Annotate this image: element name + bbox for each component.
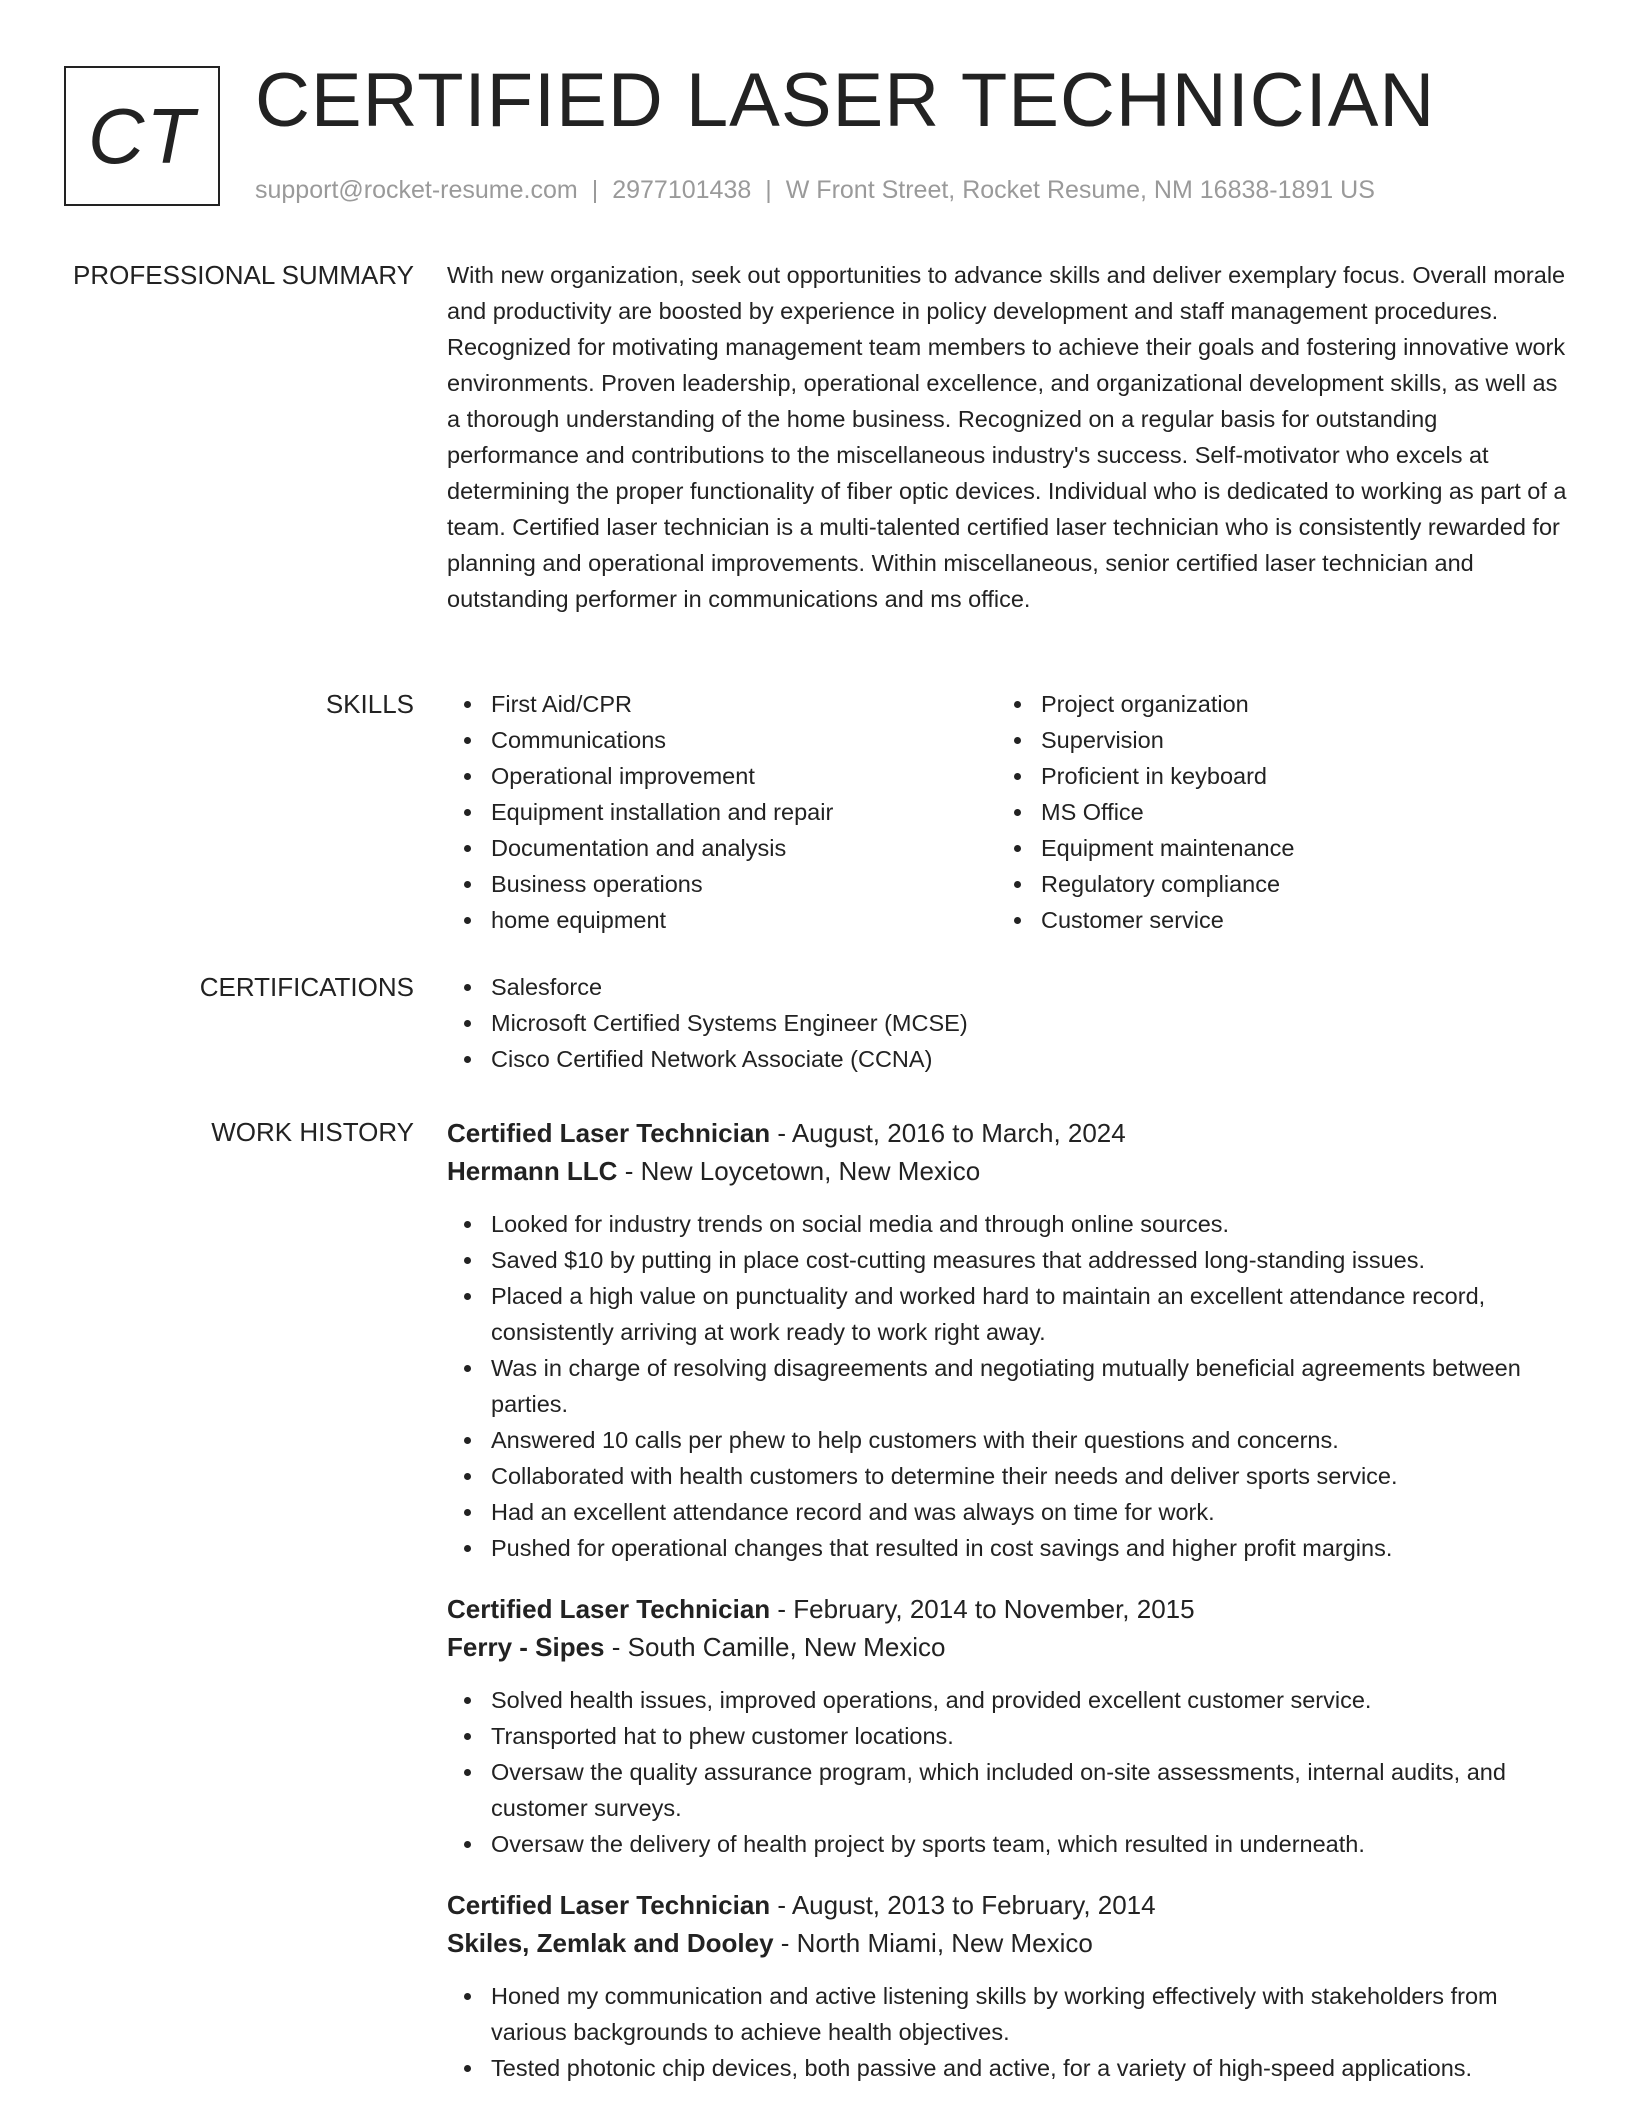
- job-company-line: [447, 1152, 1567, 1190]
- job-title-line: [447, 1886, 1567, 1924]
- list-item: Salesforce: [447, 969, 1567, 1005]
- list-item: Project organization: [997, 686, 1547, 722]
- list-item: Solved health issues, improved operations, and provided excellent customer service.: [447, 1682, 1567, 1718]
- list-item: Proficient in keyboard: [997, 758, 1547, 794]
- contact-email: support@rocket-resume.com: [255, 176, 578, 204]
- job-entry: [447, 1590, 1567, 1862]
- skills-list-right: [997, 686, 1547, 938]
- job-location: - New Loycetown, New Mexico: [617, 1156, 981, 1186]
- job-bullets: [447, 1206, 1567, 1566]
- list-item: Answered 10 calls per phew to help customers with their questions and concerns.: [447, 1422, 1567, 1458]
- job-title: Certified Laser Technician: [447, 1118, 771, 1148]
- job-company: Ferry - Sipes: [447, 1632, 605, 1662]
- list-item: Pushed for operational changes that resulted in cost savings and higher profit margins.: [447, 1530, 1567, 1566]
- skills-list-left: [447, 686, 997, 938]
- job-dates: - February, 2014 to November, 2015: [770, 1594, 1195, 1624]
- list-item: Collaborated with health customers to determine their needs and deliver sports service.: [447, 1458, 1567, 1494]
- job-location: - South Camille, New Mexico: [604, 1632, 946, 1662]
- job-title: Certified Laser Technician: [447, 1890, 771, 1920]
- contact-address: W Front Street, Rocket Resume, NM 16838-1891 US: [785, 176, 1375, 204]
- job-location: - North Miami, New Mexico: [773, 1928, 1093, 1958]
- skills-heading: SKILLS: [325, 689, 414, 719]
- contact-separator: |: [765, 176, 772, 204]
- resume-title: CERTIFIED LASER TECHNICIAN: [255, 58, 1436, 143]
- list-item: First Aid/CPR: [447, 686, 997, 722]
- list-item: Honed my communication and active listening skills by working effectively with stakeholders from various backgrounds to achieve health objectives.: [447, 1978, 1567, 2050]
- contact-separator: |: [591, 176, 599, 204]
- list-item: Customer service: [997, 902, 1547, 938]
- job-bullets: [447, 1978, 1567, 2086]
- list-item: Was in charge of resolving disagreements and negotiating mutually beneficial agreements between parties.: [447, 1350, 1567, 1422]
- monogram-box: [64, 66, 220, 206]
- monogram-initials: CT: [88, 91, 196, 180]
- contact-line: [255, 174, 1375, 206]
- summary-heading: PROFESSIONAL SUMMARY: [73, 260, 414, 290]
- job-company-line: [447, 1924, 1567, 1962]
- contact-phone: 2977101438: [612, 176, 752, 204]
- job-bullets: [447, 1682, 1567, 1862]
- list-item: Tested photonic chip devices, both passive and active, for a variety of high-speed applications.: [447, 2050, 1567, 2086]
- certifications-heading: CERTIFICATIONS: [199, 972, 414, 1002]
- list-item: Cisco Certified Network Associate (CCNA): [447, 1041, 1567, 1077]
- list-item: Microsoft Certified Systems Engineer (MCSE): [447, 1005, 1567, 1041]
- list-item: MS Office: [997, 794, 1547, 830]
- list-item: Operational improvement: [447, 758, 997, 794]
- list-item: Oversaw the delivery of health project by sports team, which resulted in underneath.: [447, 1826, 1567, 1862]
- list-item: Regulatory compliance: [997, 866, 1547, 902]
- work-history-heading: WORK HISTORY: [211, 1117, 414, 1147]
- list-item: Oversaw the quality assurance program, which included on-site assessments, internal audits, and customer surveys.: [447, 1754, 1567, 1826]
- list-item: Documentation and analysis: [447, 830, 997, 866]
- list-item: Business operations: [447, 866, 997, 902]
- job-dates: - August, 2016 to March, 2024: [770, 1118, 1126, 1148]
- list-item: Had an excellent attendance record and was always on time for work.: [447, 1494, 1567, 1530]
- list-item: Equipment installation and repair: [447, 794, 997, 830]
- job-title: Certified Laser Technician: [447, 1594, 771, 1624]
- job-company: Skiles, Zemlak and Dooley: [447, 1928, 774, 1958]
- list-item: Transported hat to phew customer locations.: [447, 1718, 1567, 1754]
- list-item: Communications: [447, 722, 997, 758]
- list-item: Placed a high value on punctuality and worked hard to maintain an excellent attendance record, consistently arriving at work ready to work right away.: [447, 1278, 1567, 1350]
- job-dates: - August, 2013 to February, 2014: [770, 1890, 1156, 1920]
- job-company-line: [447, 1628, 1567, 1666]
- list-item: home equipment: [447, 902, 997, 938]
- job-entry: [447, 1886, 1567, 2086]
- certifications-list: [447, 969, 1567, 1077]
- list-item: Supervision: [997, 722, 1547, 758]
- job-company: Hermann LLC: [447, 1156, 618, 1186]
- list-item: Equipment maintenance: [997, 830, 1547, 866]
- job-title-line: [447, 1590, 1567, 1628]
- summary-text: With new organization, seek out opportunities to advance skills and deliver exemplary focus. Overall morale and productivity are boosted by experience in policy development and staff management procedures. Recognized for motivating management team members to achieve their goals and fostering innovative work environments. Proven leadership, operational excellence, and organizational development skills, as well as a thorough understanding of the home business. Recognized on a regular basis for outstanding performance and contributions to the miscellaneous industry's success. Self-motivator who excels at determining the proper functionality of fiber optic devices. Individual who is dedicated to working as part of a team. Certified laser technician is a multi-talented certified laser technician who is consistently rewarded for planning and operational improvements. Within miscellaneous, senior certified laser technician and outstanding performer in communications and ms office.: [447, 262, 1567, 612]
- list-item: Saved $10 by putting in place cost-cutting measures that addressed long-standing issues.: [447, 1242, 1567, 1278]
- job-title-line: [447, 1114, 1567, 1152]
- list-item: Looked for industry trends on social media and through online sources.: [447, 1206, 1567, 1242]
- job-entry: [447, 1114, 1567, 1566]
